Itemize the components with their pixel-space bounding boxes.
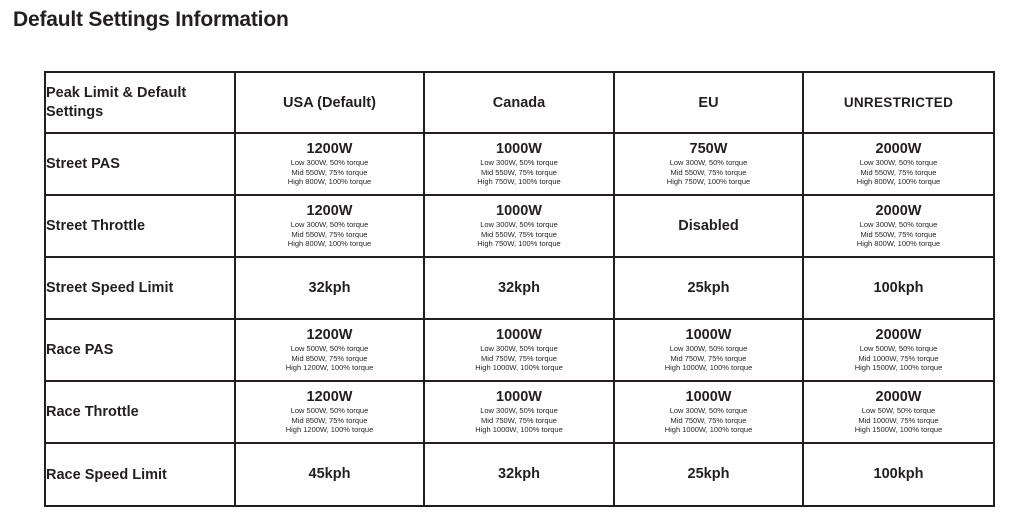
cell-value: 2000W: [875, 203, 922, 220]
table-row: [45, 133, 994, 195]
cell-detail-line: Low 300W, 50% torque: [480, 406, 558, 416]
cell-detail-line: Mid 750W, 75% torque: [670, 415, 747, 425]
cell-detail-line: Low 300W, 50% torque: [669, 406, 748, 416]
cell-detail-line: High 800W, 100% torque: [856, 239, 941, 249]
cell-value: 2000W: [875, 327, 922, 344]
corner-header: Peak Limit & Default Settings: [45, 72, 235, 133]
cell-detail-line: Mid 750W, 75% torque: [670, 353, 747, 363]
column-header-canada: Canada: [424, 72, 614, 133]
cell-detail-line: High 1500W, 100% torque: [854, 363, 943, 373]
table-cell: [424, 133, 614, 195]
table-row: [45, 443, 994, 506]
cell-detail-line: Mid 850W, 75% torque: [291, 353, 368, 363]
cell-value: 1000W: [496, 141, 542, 158]
table-cell: [235, 195, 424, 257]
table-row: [45, 381, 994, 443]
cell-detail-line: Low 300W, 50% torque: [290, 220, 369, 230]
cell-detail-line: Low 300W, 50% torque: [480, 220, 558, 230]
table-row: [45, 319, 994, 381]
cell-value: 25kph: [687, 466, 730, 482]
cell-detail-line: Low 300W, 50% torque: [859, 220, 938, 230]
row-label: Street PAS: [45, 133, 235, 195]
cell-detail-line: High 1000W, 100% torque: [664, 425, 753, 435]
cell-value: Disabled: [678, 217, 739, 234]
cell-detail-line: Mid 550W, 75% torque: [291, 229, 368, 239]
table-cell: [235, 319, 424, 381]
cell-value: 25kph: [687, 279, 730, 296]
table-cell: [803, 381, 994, 443]
cell-value: 100kph: [873, 279, 924, 296]
cell-value: 1200W: [306, 327, 353, 344]
cell-detail-line: Mid 550W, 75% torque: [860, 229, 937, 239]
table-cell: [235, 381, 424, 443]
cell-value: 1000W: [496, 389, 542, 406]
table-cell: [614, 257, 803, 319]
cell-detail-line: High 1000W, 100% torque: [664, 363, 753, 373]
cell-value: 1200W: [306, 203, 353, 220]
table-cell: [614, 381, 803, 443]
table-cell: [803, 319, 994, 381]
table-cell: [235, 257, 424, 319]
table-cell: [803, 133, 994, 195]
table-cell: [424, 257, 614, 319]
cell-detail-line: Low 300W, 50% torque: [669, 158, 748, 168]
cell-value: 1200W: [306, 141, 353, 158]
table-row: [45, 195, 994, 257]
cell-value: 1000W: [496, 327, 542, 344]
cell-detail-line: High 1500W, 100% torque: [854, 425, 943, 435]
table-row: [45, 257, 994, 319]
table-cell: [235, 443, 424, 506]
cell-value: 750W: [689, 141, 728, 158]
table-cell: [235, 133, 424, 195]
table-header-row: [45, 72, 994, 133]
row-label: Race PAS: [45, 319, 235, 381]
table-cell: [424, 195, 614, 257]
table-cell: [614, 133, 803, 195]
cell-detail-line: Mid 550W, 75% torque: [860, 167, 937, 177]
row-label: Race Speed Limit: [45, 443, 235, 506]
column-header-eu: EU: [614, 72, 803, 133]
cell-value: 32kph: [498, 466, 540, 482]
cell-detail-line: Mid 750W, 75% torque: [481, 415, 557, 425]
cell-value: 1000W: [496, 203, 542, 220]
cell-detail-line: Low 500W, 50% torque: [290, 344, 369, 354]
row-label: Race Throttle: [45, 381, 235, 443]
cell-detail-line: Mid 550W, 75% torque: [670, 167, 747, 177]
cell-detail-line: High 1000W, 100% torque: [475, 425, 563, 435]
cell-detail-line: Mid 750W, 75% torque: [481, 353, 557, 363]
cell-detail-line: Mid 550W, 75% torque: [291, 167, 368, 177]
cell-detail-line: High 1000W, 100% torque: [475, 363, 563, 373]
cell-detail-line: High 800W, 100% torque: [287, 177, 372, 187]
cell-detail-line: Low 300W, 50% torque: [669, 344, 748, 354]
cell-detail-line: High 750W, 100% torque: [666, 177, 751, 187]
column-header-usa: USA (Default): [235, 72, 424, 133]
row-label: Street Speed Limit: [45, 257, 235, 319]
table-cell: [614, 319, 803, 381]
cell-detail-line: Low 500W, 50% torque: [859, 344, 938, 354]
table-cell: [803, 195, 994, 257]
cell-detail-line: Mid 1000W, 75% torque: [858, 415, 939, 425]
table-cell: [424, 443, 614, 506]
cell-value: 32kph: [308, 279, 351, 296]
column-header-unrestricted: UNRESTRICTED: [803, 72, 994, 133]
cell-value: 2000W: [875, 141, 922, 158]
table-cell: [614, 195, 803, 257]
cell-detail-line: High 750W, 100% torque: [477, 239, 561, 249]
cell-value: 1000W: [685, 327, 732, 344]
cell-detail-line: Low 500W, 50% torque: [290, 406, 369, 416]
settings-table: [44, 71, 995, 507]
cell-value: 100kph: [873, 466, 924, 482]
table-cell: [424, 319, 614, 381]
table-cell: [614, 443, 803, 506]
cell-detail-line: Mid 550W, 75% torque: [481, 229, 557, 239]
cell-detail-line: High 800W, 100% torque: [856, 177, 941, 187]
table-cell: [803, 443, 994, 506]
cell-value: 1000W: [685, 389, 732, 406]
cell-detail-line: Low 300W, 50% torque: [480, 158, 558, 168]
cell-detail-line: Low 50W, 50% torque: [861, 406, 936, 416]
cell-value: 45kph: [308, 466, 351, 482]
cell-detail-line: Low 300W, 50% torque: [480, 344, 558, 354]
cell-value: 32kph: [498, 279, 540, 296]
table-cell: [424, 381, 614, 443]
cell-value: 2000W: [875, 389, 922, 406]
cell-detail-line: High 800W, 100% torque: [287, 239, 372, 249]
cell-detail-line: Low 300W, 50% torque: [290, 158, 369, 168]
cell-detail-line: Mid 550W, 75% torque: [481, 167, 557, 177]
cell-detail-line: High 1200W, 100% torque: [285, 363, 374, 373]
cell-detail-line: High 1200W, 100% torque: [285, 425, 374, 435]
cell-detail-line: Mid 850W, 75% torque: [291, 415, 368, 425]
cell-detail-line: High 750W, 100% torque: [477, 177, 561, 187]
page-title: Default Settings Information: [13, 8, 289, 31]
cell-detail-line: Mid 1000W, 75% torque: [858, 353, 939, 363]
table-cell: [803, 257, 994, 319]
cell-detail-line: Low 300W, 50% torque: [859, 158, 938, 168]
row-label: Street Throttle: [45, 195, 235, 257]
cell-value: 1200W: [306, 389, 353, 406]
